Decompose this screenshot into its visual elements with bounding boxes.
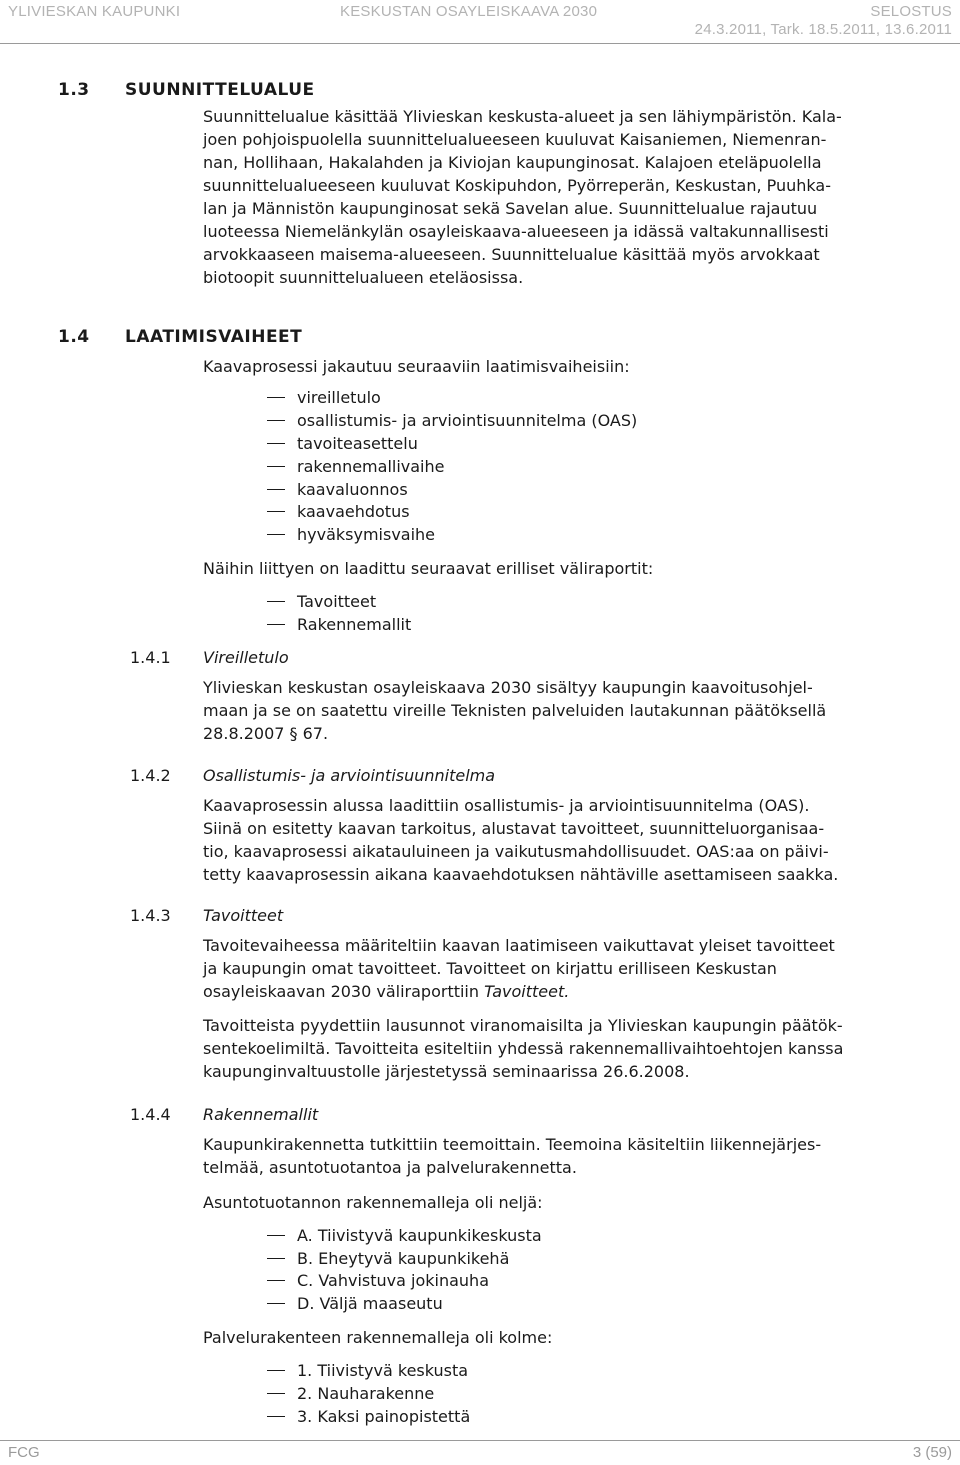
list-item: B. Eheytyvä kaupunkikehä — [297, 1247, 509, 1270]
body-line: telmää, asuntotuotantoa ja palvelurakennetta. — [203, 1158, 577, 1177]
dash-bullet — [267, 420, 285, 421]
subsection-number: 1.4.1 — [130, 648, 171, 667]
body-line: nan, Hollihaan, Hakalahden ja Kiviojan kaupunginosat. Kalajoen eteläpuolella — [203, 153, 822, 172]
list-item: kaavaluonnos — [297, 478, 408, 501]
dash-bullet — [267, 443, 285, 444]
section-number: 1.4 — [58, 327, 90, 347]
section-title: LAATIMISVAIHEET — [125, 327, 303, 347]
body-line: Siinä on esitetty kaavan tarkoitus, alustavat tavoitteet, suunnitteluorganisaa- — [203, 819, 825, 838]
dash-bullet — [267, 1235, 285, 1236]
list-item: osallistumis- ja arviointisuunnitelma (OAS) — [297, 409, 637, 432]
body-line: Tavoitteista pyydettiin lausunnot viranomaisilta ja Ylivieskan kaupungin päätök- — [203, 1016, 843, 1035]
body-line: osayleiskaavan 2030 väliraporttiin Tavoitteet. — [203, 982, 570, 1001]
dash-bullet — [267, 1370, 285, 1371]
intro-text: Palvelurakenteen rakennemalleja oli kolme: — [203, 1328, 553, 1347]
body-line: tio, kaavaprosessi aikatauluineen ja vaikutusmahdollisuudet. OAS:aa on päivi- — [203, 842, 829, 861]
list-item: tavoiteasettelu — [297, 432, 418, 455]
dash-bullet — [267, 1393, 285, 1394]
subsection-number: 1.4.3 — [130, 906, 171, 925]
subsection-title: Vireilletulo — [203, 648, 289, 667]
dash-bullet — [267, 489, 285, 490]
section-body — [203, 934, 955, 1003]
footer-company: FCG — [8, 1444, 40, 1461]
body-line: arvokkaaseen maisema-alueeseen. Suunnittelualue käsittää myös arvokkaat — [203, 245, 820, 264]
section-body — [203, 1014, 955, 1083]
subsection-number: 1.4.4 — [130, 1105, 171, 1124]
section-body — [203, 676, 955, 745]
list-item: Rakennemallit — [297, 613, 411, 636]
dash-bullet — [267, 1280, 285, 1281]
body-line: 28.8.2007 § 67. — [203, 724, 329, 743]
body-line: joen pohjoispuolella suunnittelualueeseen kuuluvat Kaisaniemen, Niemenran- — [203, 130, 827, 149]
dash-bullet — [267, 466, 285, 467]
section-title: SUUNNITTELUALUE — [125, 80, 315, 100]
page-number: 3 (59) — [912, 1444, 952, 1461]
subsection-title: Rakennemallit — [203, 1105, 319, 1124]
body-line: Tavoitevaiheessa määriteltiin kaavan laatimiseen vaikuttavat yleiset tavoitteet — [203, 936, 835, 955]
body-line: lan ja Männistön kaupunginosat sekä Savelan alue. Suunnittelualue rajautuu — [203, 199, 818, 218]
list-item: kaavaehdotus — [297, 500, 410, 523]
body-line: suunnittelualueeseen kuuluvat Koskipuhdon, Pyörreperän, Keskustan, Puuhka- — [203, 176, 831, 195]
section-number: 1.3 — [58, 80, 90, 100]
list-item: 1. Tiivistyvä keskusta — [297, 1359, 468, 1382]
dash-bullet — [267, 1416, 285, 1417]
section-body — [203, 1133, 955, 1179]
intro-text: Kaavaprosessi jakautuu seuraaviin laatimisvaiheisiin: — [203, 357, 630, 376]
header-document-title: KESKUSTAN OSAYLEISKAAVA 2030 — [340, 3, 598, 20]
header-rule — [0, 43, 960, 44]
dash-bullet — [267, 1258, 285, 1259]
footer-rule — [0, 1440, 960, 1441]
header-dates: 24.3.2011, Tark. 18.5.2011, 13.6.2011 — [694, 21, 952, 38]
intro-text: Asuntotuotannon rakennemalleja oli neljä: — [203, 1193, 543, 1212]
body-line: maan ja se on saatettu vireille Teknisten palveluiden lautakunnan päätöksellä — [203, 701, 827, 720]
dash-bullet — [267, 534, 285, 535]
body-line: luoteessa Niemelänkylän osayleiskaava-alueeseen ja idässä valtakunnallisesti — [203, 222, 829, 241]
list-item: C. Vahvistuva jokinauha — [297, 1269, 489, 1292]
section-body — [203, 794, 955, 886]
intro-text: Näihin liittyen on laadittu seuraavat erilliset väliraportit: — [203, 559, 654, 578]
header-doc-type: SELOSTUS — [870, 3, 952, 20]
body-line: sentekoelimiltä. Tavoitteita esiteltiin yhdessä rakennemallivaihtoehtojen kanssa — [203, 1039, 844, 1058]
list-item: hyväksymisvaihe — [297, 523, 435, 546]
subsection-title: Tavoitteet — [203, 906, 284, 925]
body-line: ja kaupungin omat tavoitteet. Tavoitteet on kirjattu erilliseen Keskustan — [203, 959, 777, 978]
report-title: Tavoitteet. — [484, 982, 570, 1001]
header-org: YLIVIESKAN KAUPUNKI — [8, 3, 181, 20]
list-item: 2. Nauharakenne — [297, 1382, 434, 1405]
body-line: biotoopit suunnittelualueen eteläosissa. — [203, 268, 524, 287]
list-item: vireilletulo — [297, 386, 381, 409]
list-item: Tavoitteet — [297, 590, 376, 613]
dash-bullet — [267, 511, 285, 512]
list-item: D. Väljä maaseutu — [297, 1292, 443, 1315]
body-line: Kaupunkirakennetta tutkittiin teemoittain. Teemoina käsiteltiin liikennejärjes- — [203, 1135, 822, 1154]
list-item: A. Tiivistyvä kaupunkikeskusta — [297, 1224, 542, 1247]
body-line: tetty kaavaprosessin aikana kaavaehdotuksen nähtäville asettamiseen saakka. — [203, 865, 839, 884]
dash-bullet — [267, 1303, 285, 1304]
subsection-title: Osallistumis- ja arviointisuunnitelma — [203, 766, 496, 785]
section-body — [203, 105, 955, 289]
dash-bullet — [267, 624, 285, 625]
body-line: kaupunginvaltuustolle järjestetyssä seminaarissa 26.6.2008. — [203, 1062, 690, 1081]
list-item: 3. Kaksi painopistettä — [297, 1405, 470, 1428]
subsection-number: 1.4.2 — [130, 766, 171, 785]
body-line: Suunnittelualue käsittää Ylivieskan keskusta-alueet ja sen lähiympäristön. Kala- — [203, 107, 842, 126]
list-item: rakennemallivaihe — [297, 455, 444, 478]
body-line: Kaavaprosessin alussa laadittiin osallistumis- ja arviointisuunnitelma (OAS). — [203, 796, 810, 815]
dash-bullet — [267, 397, 285, 398]
dash-bullet — [267, 601, 285, 602]
body-line: Ylivieskan keskustan osayleiskaava 2030 sisältyy kaupungin kaavoitusohjel- — [203, 678, 813, 697]
